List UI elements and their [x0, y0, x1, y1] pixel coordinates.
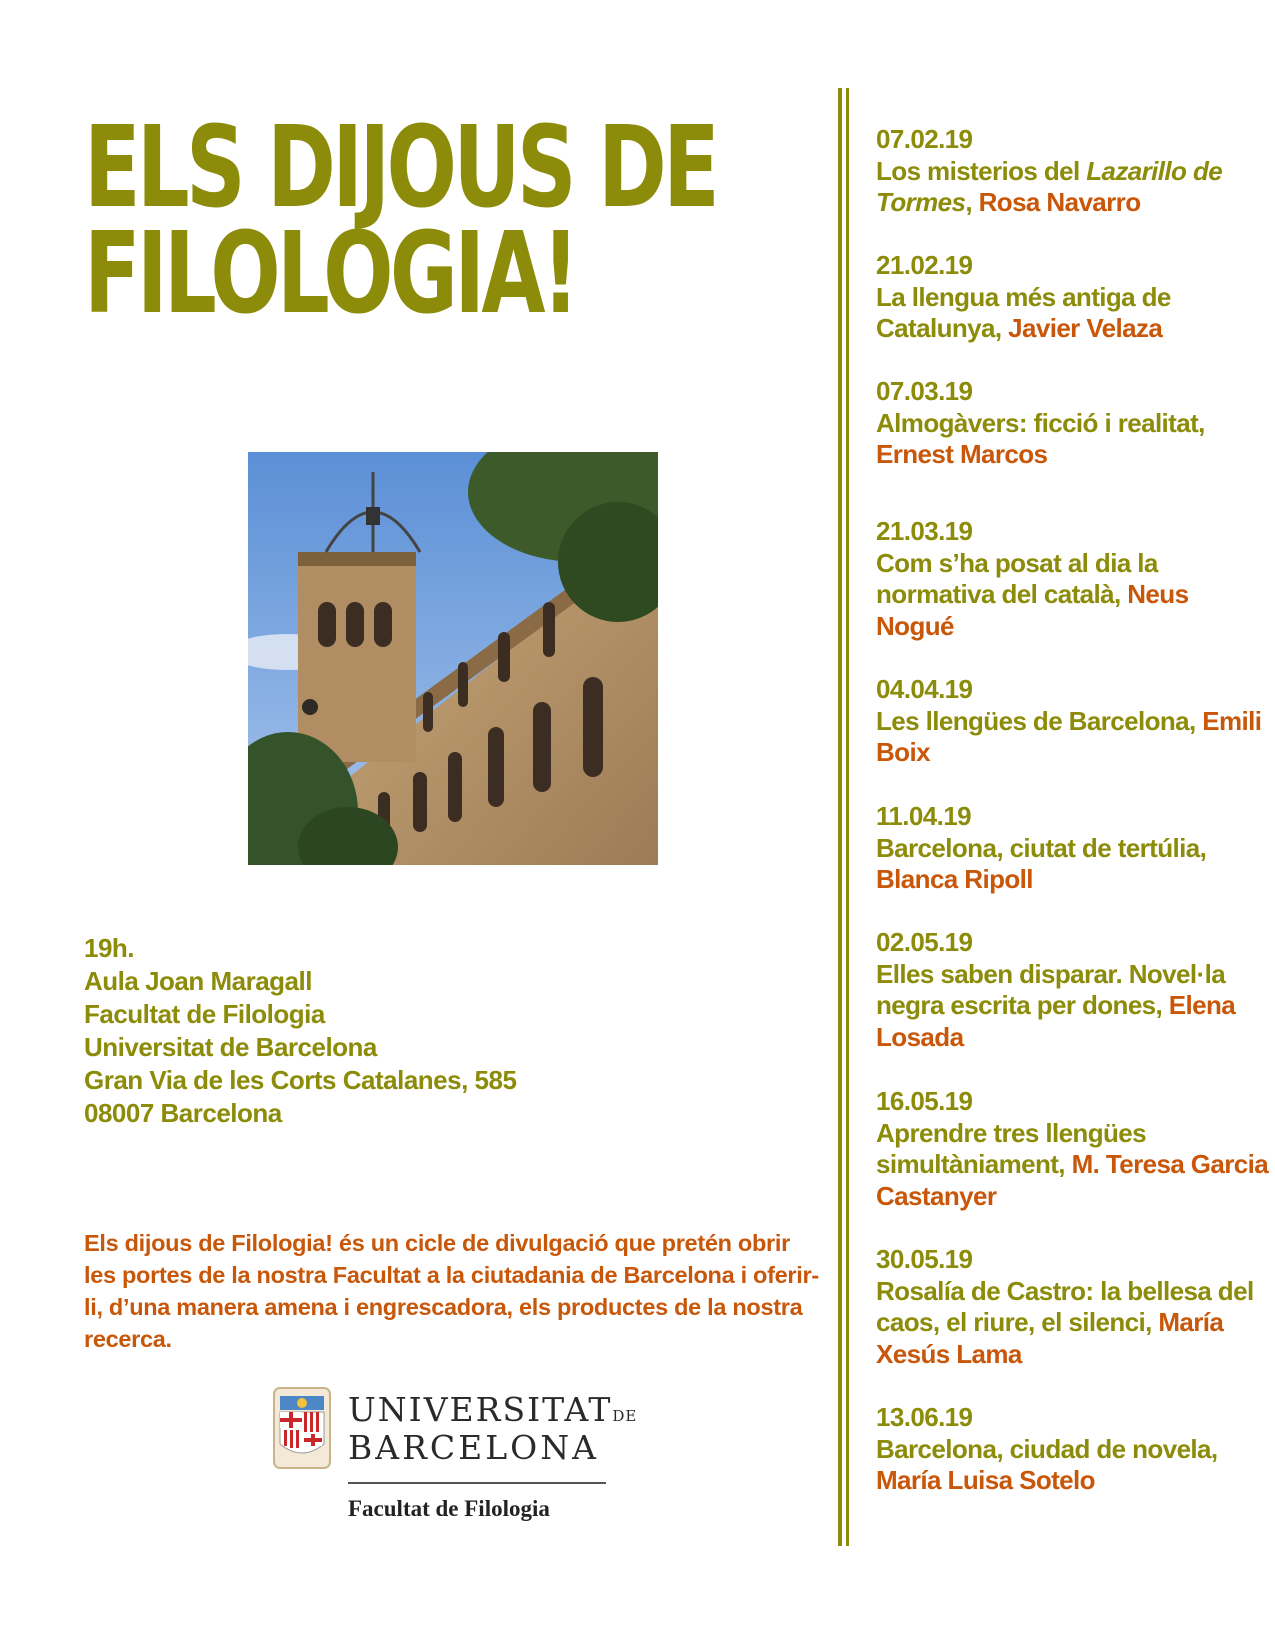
logo-divider [348, 1482, 606, 1484]
event-title-suffix: , [965, 187, 979, 217]
logo-faculty-name: Facultat de Filologia [348, 1496, 550, 1521]
event-title: Rosalía de Castro: la bellesa del caos, el riure, el silenci, [876, 1275, 1254, 1337]
event-date: 13.06.19 [876, 1402, 973, 1432]
event-title: Les llengües de Barcelona, [876, 705, 1203, 736]
event-title: La llengua més antiga de Catalunya, [876, 281, 1171, 343]
university-shield-icon [272, 1386, 332, 1470]
event-speaker: Elena Losada [876, 990, 1236, 1052]
event-title: Barcelona, ciutat de tertúlia, [876, 832, 1207, 863]
event-date: 21.03.19 [876, 516, 973, 546]
title-line-2: FILOLOGIA! [84, 209, 576, 339]
event-title: Almogàvers: ficció i realitat, [876, 407, 1205, 438]
event-item [876, 124, 1271, 219]
page-title [84, 103, 717, 339]
event-date: 02.05.19 [876, 927, 973, 957]
event-title: Aprendre tres llengües simultàniament, [876, 1117, 1146, 1179]
university-logo [272, 1386, 638, 1536]
event-time: 19h. [84, 933, 135, 963]
event-speaker: Neus Nogué [876, 579, 1189, 641]
event-speaker: Ernest Marcos [876, 439, 1048, 469]
venue-street: Gran Via de les Corts Catalanes, 585 [84, 1065, 517, 1095]
event-date: 04.04.19 [876, 674, 973, 704]
event-title: Com s’ha posat al dia la normativa del català, [876, 547, 1158, 609]
event-item [876, 376, 1271, 471]
column-divider-line [838, 88, 842, 1546]
event-date: 07.03.19 [876, 376, 973, 406]
column-divider-line [846, 88, 849, 1546]
event-item [876, 927, 1271, 1053]
venue-city: 08007 Barcelona [84, 1098, 282, 1128]
cycle-description: Els dijous de Filologia! és un cicle de divulgació que pretén obrir les portes de la nostra Facultat a la ciutadania de Barcelona i oferir-li, d’una manera amena i engrescadora, els productes de la nostra recerca. [84, 1230, 819, 1352]
event-item [876, 516, 1271, 642]
event-date: 21.02.19 [876, 250, 973, 280]
event-speaker: Blanca Ripoll [876, 864, 1033, 894]
event-date: 16.05.19 [876, 1086, 973, 1116]
logo-university-word: UNIVERSITAT [348, 1390, 613, 1429]
event-speaker: M. Teresa Garcia Castanyer [876, 1149, 1269, 1211]
event-date: 30.05.19 [876, 1244, 973, 1274]
university-building-photo [248, 452, 658, 865]
event-title-italic: Lazarillo de Tormes [876, 155, 1223, 217]
logo-barcelona-word: BARCELONA [348, 1428, 599, 1467]
event-item [876, 1244, 1271, 1370]
event-speaker: María Luisa Sotelo [876, 1465, 1095, 1495]
event-item [876, 1086, 1271, 1212]
venue-room: Aula Joan Maragall [84, 966, 312, 996]
event-speaker: María Xesús Lama [876, 1307, 1224, 1369]
title-line-1: ELS DIJOUS DE [84, 103, 717, 233]
event-item [876, 250, 1271, 345]
event-speaker: Rosa Navarro [978, 187, 1141, 217]
event-item [876, 674, 1271, 769]
venue-details [84, 932, 516, 1130]
event-date: 07.02.19 [876, 124, 973, 154]
venue-faculty: Facultat de Filologia [84, 999, 325, 1029]
event-speaker: Javier Velaza [1008, 313, 1163, 343]
event-title: Barcelona, ciudad de novela, [876, 1433, 1218, 1464]
event-item [876, 1402, 1271, 1497]
event-title: Elles saben disparar. Novel·la negra escrita per dones, [876, 958, 1226, 1020]
event-item [876, 801, 1271, 896]
venue-university: Universitat de Barcelona [84, 1032, 377, 1062]
event-date: 11.04.19 [876, 801, 971, 831]
event-title: Los misterios del [876, 155, 1087, 186]
event-speaker: Emili Boix [876, 705, 1262, 767]
logo-de-word: DE [612, 1407, 638, 1425]
